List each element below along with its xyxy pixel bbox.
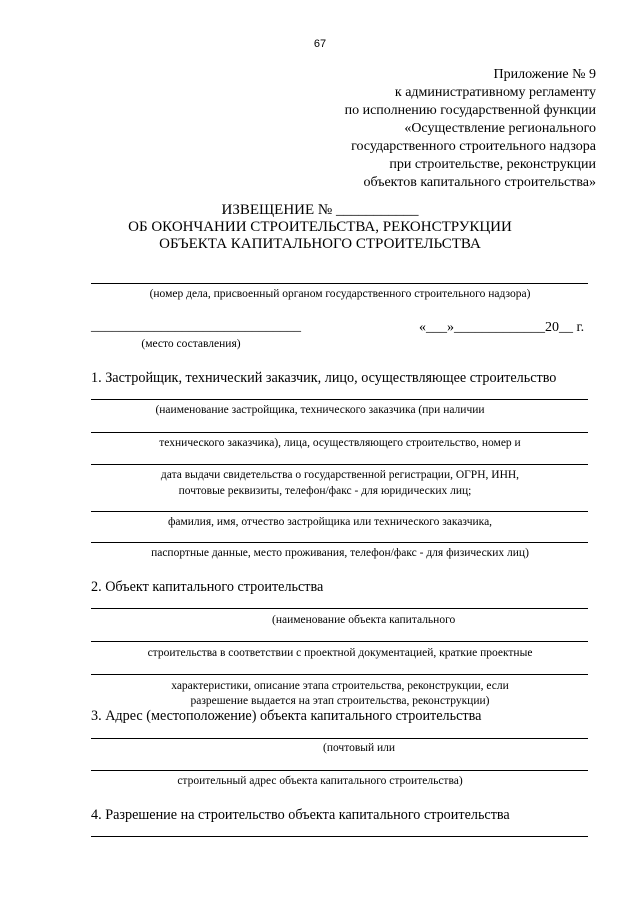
case-number-line — [91, 283, 588, 284]
object-caption: (наименование объекта капитального — [272, 614, 456, 626]
developer-caption: паспортные данные, место проживания, телефон/факс - для физических лиц) — [151, 547, 529, 559]
object-caption: строительства в соответствии с проектной документацией, краткие проектные — [147, 647, 533, 659]
date-line: «___»_____________20__ г. — [419, 320, 585, 335]
blank-line — [91, 770, 588, 771]
blank-line — [91, 836, 588, 837]
notice-title: ОБ ОКОНЧАНИИ СТРОИТЕЛЬСТВА, РЕКОНСТРУКЦИИ — [128, 219, 512, 235]
page-number: 67 — [313, 38, 327, 50]
blank-line — [91, 511, 588, 512]
appendix-line: «Осуществление регионального — [404, 121, 596, 136]
address-caption: строительный адрес объекта капитального строительства) — [177, 775, 463, 787]
address-caption: (почтовый или — [323, 742, 396, 754]
blank-line — [91, 738, 588, 739]
place-caption: (место составления) — [141, 338, 241, 350]
appendix-line: к административному регламенту — [394, 85, 596, 100]
section-address-heading: 3. Адрес (местоположение) объекта капитального строительства — [91, 708, 482, 724]
object-caption: характеристики, описание этапа строительства, реконструкции, если — [171, 680, 509, 692]
blank-line — [91, 641, 588, 642]
appendix-line: государственного строительного надзора — [351, 139, 596, 154]
section-object-heading: 2. Объект капитального строительства — [91, 579, 324, 595]
blank-line — [91, 464, 588, 465]
section-permit-heading: 4. Разрешение на строительство объекта капитального строительства — [91, 807, 510, 823]
appendix-line: объектов капитального строительства» — [363, 175, 596, 190]
blank-line — [91, 608, 588, 609]
developer-caption: фамилия, имя, отчество застройщика или технического заказчика, — [167, 516, 493, 528]
section-developer-heading: 1. Застройщик, технический заказчик, лицо, осуществляющее строительство — [91, 370, 557, 386]
blank-line — [91, 399, 588, 400]
object-caption: разрешение выдается на этап строительства, реконструкции) — [190, 695, 490, 707]
notice-title-object: ОБЪЕКТА КАПИТАЛЬНОГО СТРОИТЕЛЬСТВА — [159, 236, 481, 252]
case-number-caption: (номер дела, присвоенный органом государственного строительного надзора) — [149, 288, 531, 300]
developer-caption: почтовые реквизиты, телефон/факс - для юридических лиц; — [178, 485, 472, 497]
appendix-line: Приложение № 9 — [493, 67, 596, 82]
appendix-line: по исполнению государственной функции — [344, 103, 596, 118]
developer-caption: (наименование застройщика, технического заказчика (при наличии — [155, 404, 485, 416]
developer-caption: технического заказчика), лица, осуществляющего строительство, номер и — [159, 437, 521, 449]
place-blank: ______________________________ — [91, 319, 301, 334]
developer-caption: дата выдачи свидетельства о государственной регистрации, ОГРН, ИНН, — [160, 469, 520, 481]
notice-title-number: ИЗВЕЩЕНИЕ № ___________ — [221, 202, 419, 218]
appendix-line: при строительстве, реконструкции — [389, 157, 596, 172]
blank-line — [91, 674, 588, 675]
blank-line — [91, 542, 588, 543]
blank-line — [91, 432, 588, 433]
